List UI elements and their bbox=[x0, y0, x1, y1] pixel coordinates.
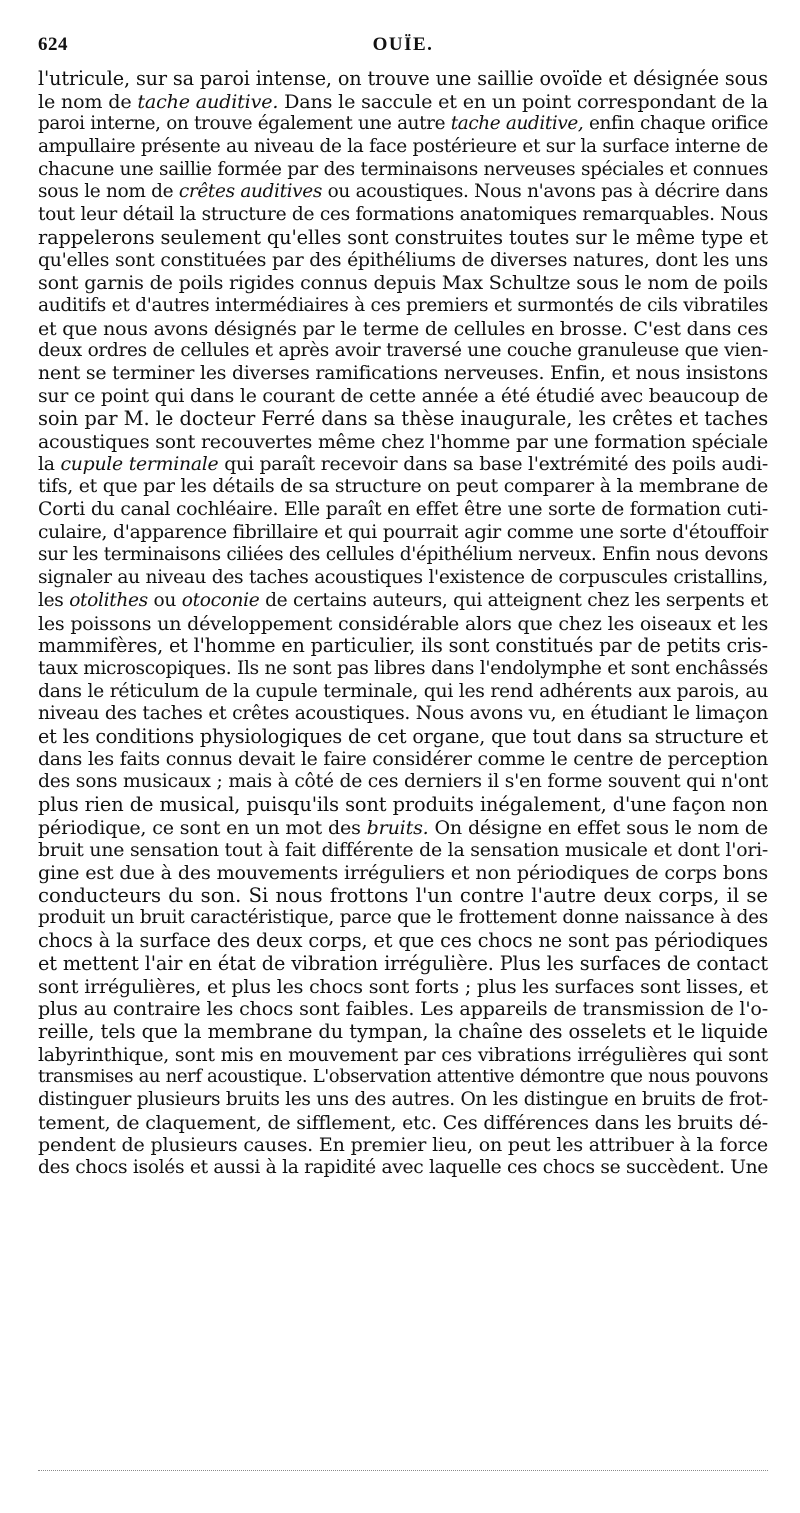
text-segment: ou acoustiques. Nous n'avons pas à décrire dans bbox=[321, 181, 768, 203]
text-line bbox=[38, 907, 768, 930]
text-segment: chocs à la surface des deux corps, et que ces chocs ne sont pas périodiques bbox=[38, 929, 768, 953]
text-segment: périodique, ce sont en un mot des bbox=[38, 816, 367, 839]
text-line bbox=[38, 408, 768, 431]
text-line bbox=[38, 272, 768, 295]
text-line bbox=[38, 250, 768, 273]
text-line bbox=[38, 544, 768, 567]
italic-term: tache auditive. bbox=[137, 89, 279, 113]
text-line bbox=[38, 794, 768, 817]
italic-term: crêtes auditives bbox=[178, 181, 322, 203]
text-segment: et les conditions physiologiques de cet organe, que tout dans sa structure et bbox=[38, 724, 768, 748]
text-segment: qu'elles sont constituées par des épithéliums de diverses natures, dont les uns bbox=[38, 249, 768, 271]
running-title: OUÏE. bbox=[372, 34, 434, 55]
text-line bbox=[38, 726, 768, 749]
text-segment: rappelerons seulement qu'elles sont construites toutes sur le même type et bbox=[38, 225, 769, 249]
text-line bbox=[38, 1089, 768, 1112]
text-segment: pendent de plusieurs causes. En premier lieu, on peut les attribuer à la force bbox=[38, 1134, 768, 1157]
text-line bbox=[38, 1112, 768, 1135]
text-segment: sous le nom de bbox=[38, 181, 179, 203]
italic-term: otoconie bbox=[181, 589, 260, 611]
text-segment: les bbox=[38, 589, 70, 611]
text-line bbox=[38, 113, 768, 136]
text-line bbox=[38, 953, 768, 976]
text-line bbox=[38, 681, 768, 704]
text-line bbox=[38, 454, 768, 477]
text-segment: auditifs et d'autres intermédiaires à ces premiers et surmontés de cils vibratiles bbox=[38, 294, 768, 316]
text-line bbox=[38, 181, 768, 204]
text-segment: acoustiques sont recouvertes même chez l'homme par une formation spéciale bbox=[38, 431, 768, 453]
text-segment: tifs, et que par les détails de sa structure on peut comparer à la membrane de bbox=[38, 476, 768, 498]
text-line bbox=[38, 976, 768, 999]
text-segment: des chocs isolés et aussi à la rapidité avec laquelle ces chocs se succèdent. Une bbox=[38, 1157, 768, 1178]
text-segment: des sons musicaux ; mais à côté de ces derniers il s'en forme souvent qui n'ont bbox=[38, 771, 768, 793]
text-segment: le nom de bbox=[38, 89, 138, 113]
text-segment: reille, tels que la membrane du tympan, la chaîne des osselets et le liquide bbox=[38, 1019, 768, 1043]
text-segment: et que nous avons désignés par le terme de cellules en brosse. C'est dans ces bbox=[38, 317, 768, 340]
text-line bbox=[38, 363, 768, 386]
text-line bbox=[38, 1066, 768, 1089]
text-line bbox=[38, 318, 768, 341]
text-line bbox=[38, 1157, 768, 1180]
text-line bbox=[38, 817, 768, 840]
text-segment: la bbox=[38, 453, 61, 475]
text-segment: qui paraît recevoir dans sa base l'extrémité des poils audi- bbox=[218, 453, 768, 475]
italic-term: cupule terminale bbox=[60, 453, 219, 475]
text-line bbox=[38, 703, 768, 726]
text-line bbox=[38, 885, 768, 908]
text-segment: produit un bruit caractéristique, parce que le frottement donne naissance à des bbox=[38, 907, 768, 929]
text-segment: ou bbox=[147, 589, 182, 611]
body-text bbox=[38, 68, 768, 1180]
text-segment: taux microscopiques. Ils ne sont pas libres dans l'endolymphe et sont enchâssés bbox=[38, 657, 768, 679]
text-line bbox=[38, 658, 768, 681]
text-segment: sur les terminaisons ciliées des cellules d'épithélium nerveux. Enfin nous devons bbox=[38, 544, 768, 566]
text-segment: paroi interne, on trouve également une autre bbox=[38, 113, 451, 135]
text-segment: plus rien de musical, puisqu'ils sont produits inégalement, d'une façon non bbox=[38, 793, 768, 816]
text-line bbox=[38, 91, 768, 114]
text-line bbox=[38, 1021, 768, 1044]
text-line bbox=[38, 68, 768, 91]
text-line bbox=[38, 1044, 768, 1067]
text-segment: chacune une saillie formée par des terminaisons nerveuses spéciales et connues bbox=[38, 158, 768, 180]
text-line bbox=[38, 635, 768, 658]
text-line bbox=[38, 771, 768, 794]
italic-term: tache auditive, bbox=[450, 113, 584, 135]
text-segment: tout leur détail la structure de ces formations anatomiques remarquables. Nous bbox=[38, 204, 768, 226]
text-segment: tement, de claquement, de sifflement, etc. Ces différences dans les bruits dé- bbox=[38, 1111, 768, 1134]
text-segment: de certains auteurs, qui atteignent chez les serpents et bbox=[259, 589, 769, 611]
italic-term: bruits. bbox=[366, 816, 429, 839]
text-segment: nent se terminer les diverses ramifications nerveuses. Enfin, et nous insistons bbox=[38, 362, 768, 384]
text-segment: ampullaire présente au niveau de la face postérieure et sur la surface interne de bbox=[38, 136, 768, 158]
text-line bbox=[38, 159, 768, 182]
text-segment: enfin chaque orifice bbox=[583, 113, 768, 135]
text-segment: mammifères, et l'homme en particulier, ils sont constitués par de petits cris- bbox=[38, 634, 768, 658]
text-segment: gine est due à des mouvements irréguliers et non périodiques de corps bons bbox=[38, 861, 768, 885]
italic-term: otolithes bbox=[69, 589, 148, 611]
text-line bbox=[38, 476, 768, 499]
text-segment: plus au contraire les chocs sont faibles. Les appareils de transmission de l'o- bbox=[38, 997, 768, 1021]
text-line bbox=[38, 567, 768, 590]
text-line bbox=[38, 522, 768, 545]
text-segment: sont irrégulières, et plus les chocs sont forts ; plus les surfaces sont lisses, et bbox=[38, 975, 768, 998]
text-line bbox=[38, 590, 768, 613]
footer-dotted-rule bbox=[38, 1470, 768, 1471]
text-line bbox=[38, 227, 768, 250]
text-line bbox=[38, 499, 768, 522]
text-segment: sur ce point qui dans le courant de cette année a été étudié avec beaucoup de bbox=[38, 385, 768, 407]
text-segment: conducteurs du son. Si nous frottons l'un contre l'autre deux corps, il se bbox=[38, 883, 768, 907]
text-line bbox=[38, 839, 768, 862]
text-segment: Corti du canal cochléaire. Elle paraît en effet être une sorte de formation cuti- bbox=[38, 499, 768, 521]
text-line bbox=[38, 862, 768, 885]
text-line bbox=[38, 998, 768, 1021]
text-segment: niveau des taches et crêtes acoustiques. Nous avons vu, en étudiant le limaçon bbox=[38, 703, 768, 725]
text-segment: dans le réticulum de la cupule terminale, qui les rend adhérents aux parois, au bbox=[38, 680, 768, 702]
text-line bbox=[38, 204, 768, 227]
text-segment: Dans le saccule et en un point correspondant de la bbox=[278, 89, 769, 113]
text-line bbox=[38, 136, 768, 159]
text-line bbox=[38, 340, 768, 363]
text-line bbox=[38, 613, 768, 636]
text-line bbox=[38, 930, 768, 953]
text-segment: soin par M. le docteur Ferré dans sa thèse inaugurale, les crêtes et taches bbox=[38, 407, 769, 431]
text-segment: culaire, d'apparence fibrillaire et qui pourrait agir comme une sorte d'étouffoir bbox=[38, 521, 768, 543]
text-line bbox=[38, 1134, 768, 1157]
text-segment: les poissons un développement considérable alors que chez les oiseaux et les bbox=[38, 612, 768, 635]
text-line bbox=[38, 386, 768, 409]
text-segment: On désigne en effet sous le nom de bbox=[428, 816, 768, 839]
text-line bbox=[38, 431, 768, 454]
text-segment: transmises au nerf acoustique. L'observation attentive démontre que nous pouvons bbox=[38, 1066, 768, 1088]
page-number: 624 bbox=[38, 34, 68, 55]
text-segment: deux ordres de cellules et après avoir traversé une couche granuleuse que vien- bbox=[38, 340, 768, 362]
text-segment: signaler au niveau des taches acoustiques l'existence de corpuscules cristallins, bbox=[38, 567, 768, 589]
text-segment: labyrinthique, sont mis en mouvement par ces vibrations irrégulières qui sont bbox=[38, 1043, 768, 1066]
text-line bbox=[38, 749, 768, 772]
text-segment: dans les faits connus devait le faire considérer comme le centre de perception bbox=[38, 748, 768, 770]
page-header bbox=[38, 34, 768, 58]
text-line bbox=[38, 295, 768, 318]
text-segment: bruit une sensation tout à fait différente de la sensation musicale et dont l'ori- bbox=[38, 839, 768, 862]
text-segment: sont garnis de poils rigides connus depuis Max Schultze sous le nom de poils bbox=[38, 272, 768, 295]
text-segment: et mettent l'air en état de vibration irrégulière. Plus les surfaces de contact bbox=[38, 951, 768, 975]
text-segment: l'utricule, sur sa paroi intense, on trouve une saillie ovoïde et désignée sous bbox=[38, 67, 768, 90]
text-segment: distinguer plusieurs bruits les uns des autres. On les distingue en bruits de frot- bbox=[38, 1088, 768, 1110]
